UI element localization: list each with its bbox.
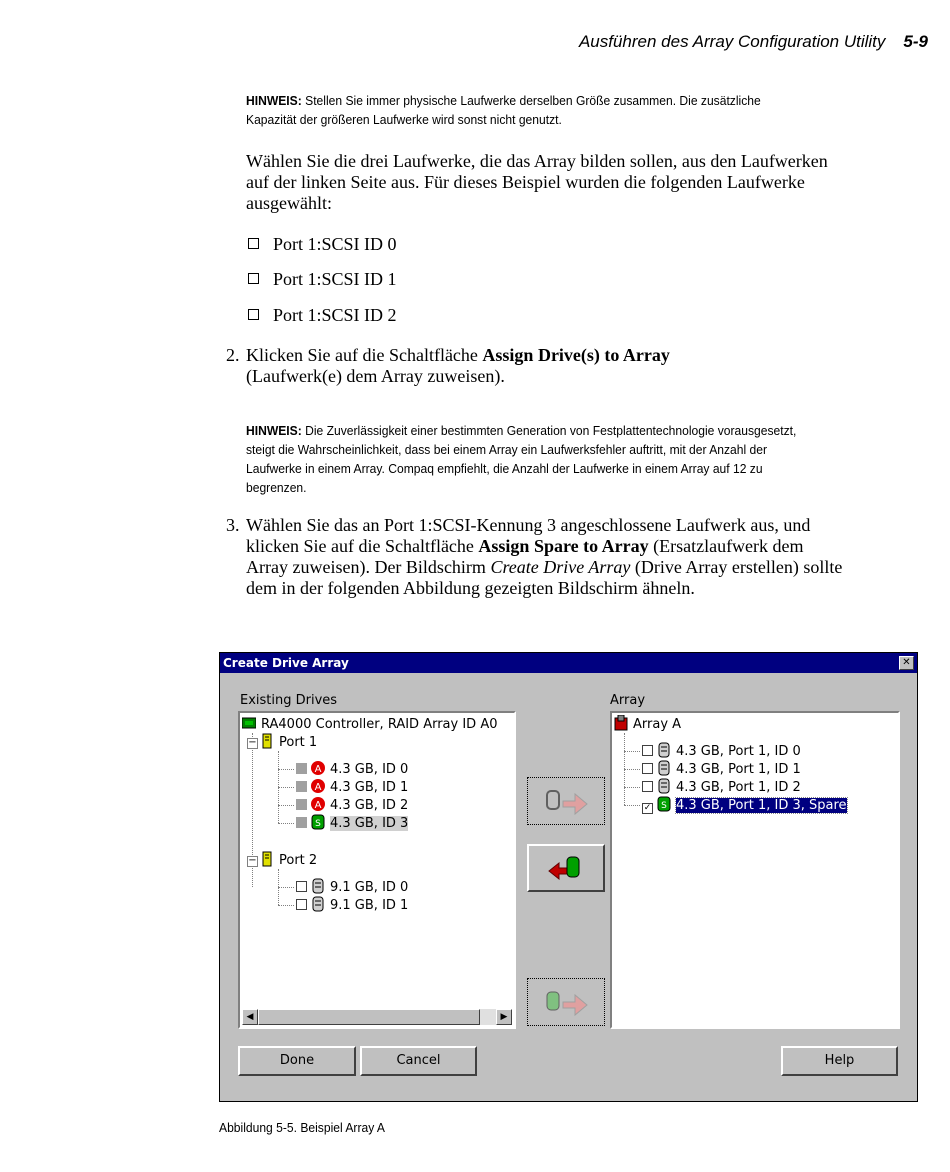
- header-title: Ausführen des Array Configuration Utility: [578, 32, 886, 51]
- controller-icon: [242, 715, 256, 731]
- array-label: Array: [610, 693, 646, 708]
- page-number: 5-9: [903, 32, 928, 51]
- tree-drive-p1-id2[interactable]: A 4.3 GB, ID 2: [296, 796, 408, 815]
- assign-spare-button[interactable]: [527, 844, 605, 892]
- array-drive-id1[interactable]: 4.3 GB, Port 1, ID 1: [642, 760, 801, 779]
- tree-drive-p1-id3[interactable]: S 4.3 GB, ID 3: [296, 814, 408, 833]
- step-2-button-name: Assign Drive(s) to Array: [482, 345, 670, 365]
- tree-drive-p2-id0[interactable]: 9.1 GB, ID 0: [296, 878, 408, 897]
- paragraph-1: Wählen Sie die drei Laufwerke, die das Array bilden sollen, aus den Laufwerken auf der linken Seite aus. Für dieses Beispiel wurden die folgenden Laufwerke ausgewählt:: [246, 151, 828, 213]
- spare-drive-icon: [311, 814, 325, 830]
- failed-drive-icon: [311, 760, 325, 776]
- failed-drive-icon: [311, 778, 325, 794]
- array-drive-id0[interactable]: 4.3 GB, Port 1, ID 0: [642, 742, 801, 761]
- bullet-item-2: Port 1:SCSI ID 1: [248, 269, 397, 290]
- step-2: 2. Klicken Sie auf die Schaltfläche Assign Drive(s) to Array (Laufwerk(e) dem Array zuweisen).: [226, 345, 670, 386]
- svg-text:S: S: [315, 819, 321, 829]
- cancel-button[interactable]: Cancel: [360, 1046, 477, 1076]
- scroll-right-icon[interactable]: ▶: [496, 1009, 512, 1025]
- collapse-port1-icon[interactable]: −: [248, 737, 257, 748]
- tree-port1[interactable]: Port 1: [260, 733, 317, 752]
- tree-drive-p1-id1[interactable]: A 4.3 GB, ID 1: [296, 778, 408, 797]
- port-icon: [260, 851, 274, 867]
- tree-array-a[interactable]: Array A: [614, 715, 681, 734]
- array-icon: [614, 715, 628, 731]
- svg-text:A: A: [314, 764, 322, 775]
- spare-drive-icon: [657, 796, 671, 812]
- bullet-item-3: Port 1:SCSI ID 2: [248, 305, 397, 326]
- note-1-text: Stellen Sie immer physische Laufwerke derselben Größe zusammen. Die zusätzliche Kapazität der größeren Laufwerke wird sonst nicht genutzt.: [246, 93, 761, 127]
- tree-drive-p1-id0[interactable]: A 4.3 GB, ID 0: [296, 760, 408, 779]
- array-tree[interactable]: [610, 711, 900, 1029]
- done-button[interactable]: Done: [238, 1046, 356, 1076]
- dialog-title: Create Drive Array: [223, 656, 349, 670]
- drive-icon: [311, 896, 325, 912]
- note-1: [246, 91, 804, 129]
- note-1-label: HINWEIS:: [246, 93, 302, 108]
- drive-icon: [311, 878, 325, 894]
- drive-icon: [657, 778, 671, 794]
- assign-spare-icon: [543, 853, 589, 883]
- help-button[interactable]: Help: [781, 1046, 898, 1076]
- step-3: 3. Wählen Sie das an Port 1:SCSI-Kennung 3 angeschlossene Laufwerk aus, und klicken Sie auf die Schaltfläche Assign Spare to Array (Ersatzlaufwerk dem Array zuweisen). Der Bildschirm Create Drive Array (Drive Array erstellen) sollte dem in der folgenden Abbildung gezeigten Bildschirm ähneln.: [226, 515, 843, 598]
- assign-drive-icon: [543, 786, 589, 816]
- tree-drive-p2-id1[interactable]: 9.1 GB, ID 1: [296, 896, 408, 915]
- failed-drive-icon: [311, 796, 325, 812]
- svg-text:A: A: [314, 800, 322, 811]
- existing-drives-tree[interactable]: [238, 711, 516, 1029]
- array-drive-id2[interactable]: 4.3 GB, Port 1, ID 2: [642, 778, 801, 797]
- array-drive-id3-spare[interactable]: ✓ S 4.3 GB, Port 1, ID 3, Spare: [643, 798, 847, 813]
- drive-icon: [657, 742, 671, 758]
- scroll-left-icon[interactable]: ◀: [242, 1009, 258, 1025]
- move-drive-button[interactable]: [527, 978, 605, 1026]
- horizontal-scrollbar[interactable]: [242, 1009, 512, 1025]
- drive-icon: [657, 760, 671, 776]
- tree-controller[interactable]: RA4000 Controller, RAID Array ID A0: [242, 715, 498, 734]
- scroll-thumb[interactable]: [258, 1009, 480, 1025]
- svg-text:A: A: [314, 782, 322, 793]
- note-2-label: HINWEIS:: [246, 423, 302, 438]
- svg-text:S: S: [661, 801, 667, 811]
- create-drive-array-dialog: [219, 652, 918, 1102]
- assign-drives-button[interactable]: [527, 777, 605, 825]
- port-icon: [260, 733, 274, 749]
- close-button[interactable]: ✕: [899, 656, 914, 670]
- note-2-text: Die Zuverlässigkeit einer bestimmten Generation von Festplattentechnologie vorausgesetzt, steigt die Wahrscheinlichkeit, dass bei einem Array ein Laufwerksfehler auftritt, mit der Anzahl der Laufwerke in einem Array. Compaq empfiehlt, die Anzahl der Laufwerke in einem Array auf 12 zu begrenzen.: [246, 423, 797, 495]
- move-drive-icon: [543, 987, 589, 1017]
- bullet-item-1: Port 1:SCSI ID 0: [248, 234, 397, 255]
- dialog-title-bar: [220, 653, 917, 673]
- tree-port2[interactable]: Port 2: [260, 851, 317, 870]
- figure-caption: Abbildung 5-5. Beispiel Array A: [219, 1120, 386, 1135]
- collapse-port2-icon[interactable]: −: [248, 855, 257, 866]
- checked-icon[interactable]: ✓: [643, 803, 652, 813]
- note-2: [246, 421, 804, 497]
- page-header: [579, 32, 928, 52]
- existing-drives-label: Existing Drives: [240, 693, 338, 708]
